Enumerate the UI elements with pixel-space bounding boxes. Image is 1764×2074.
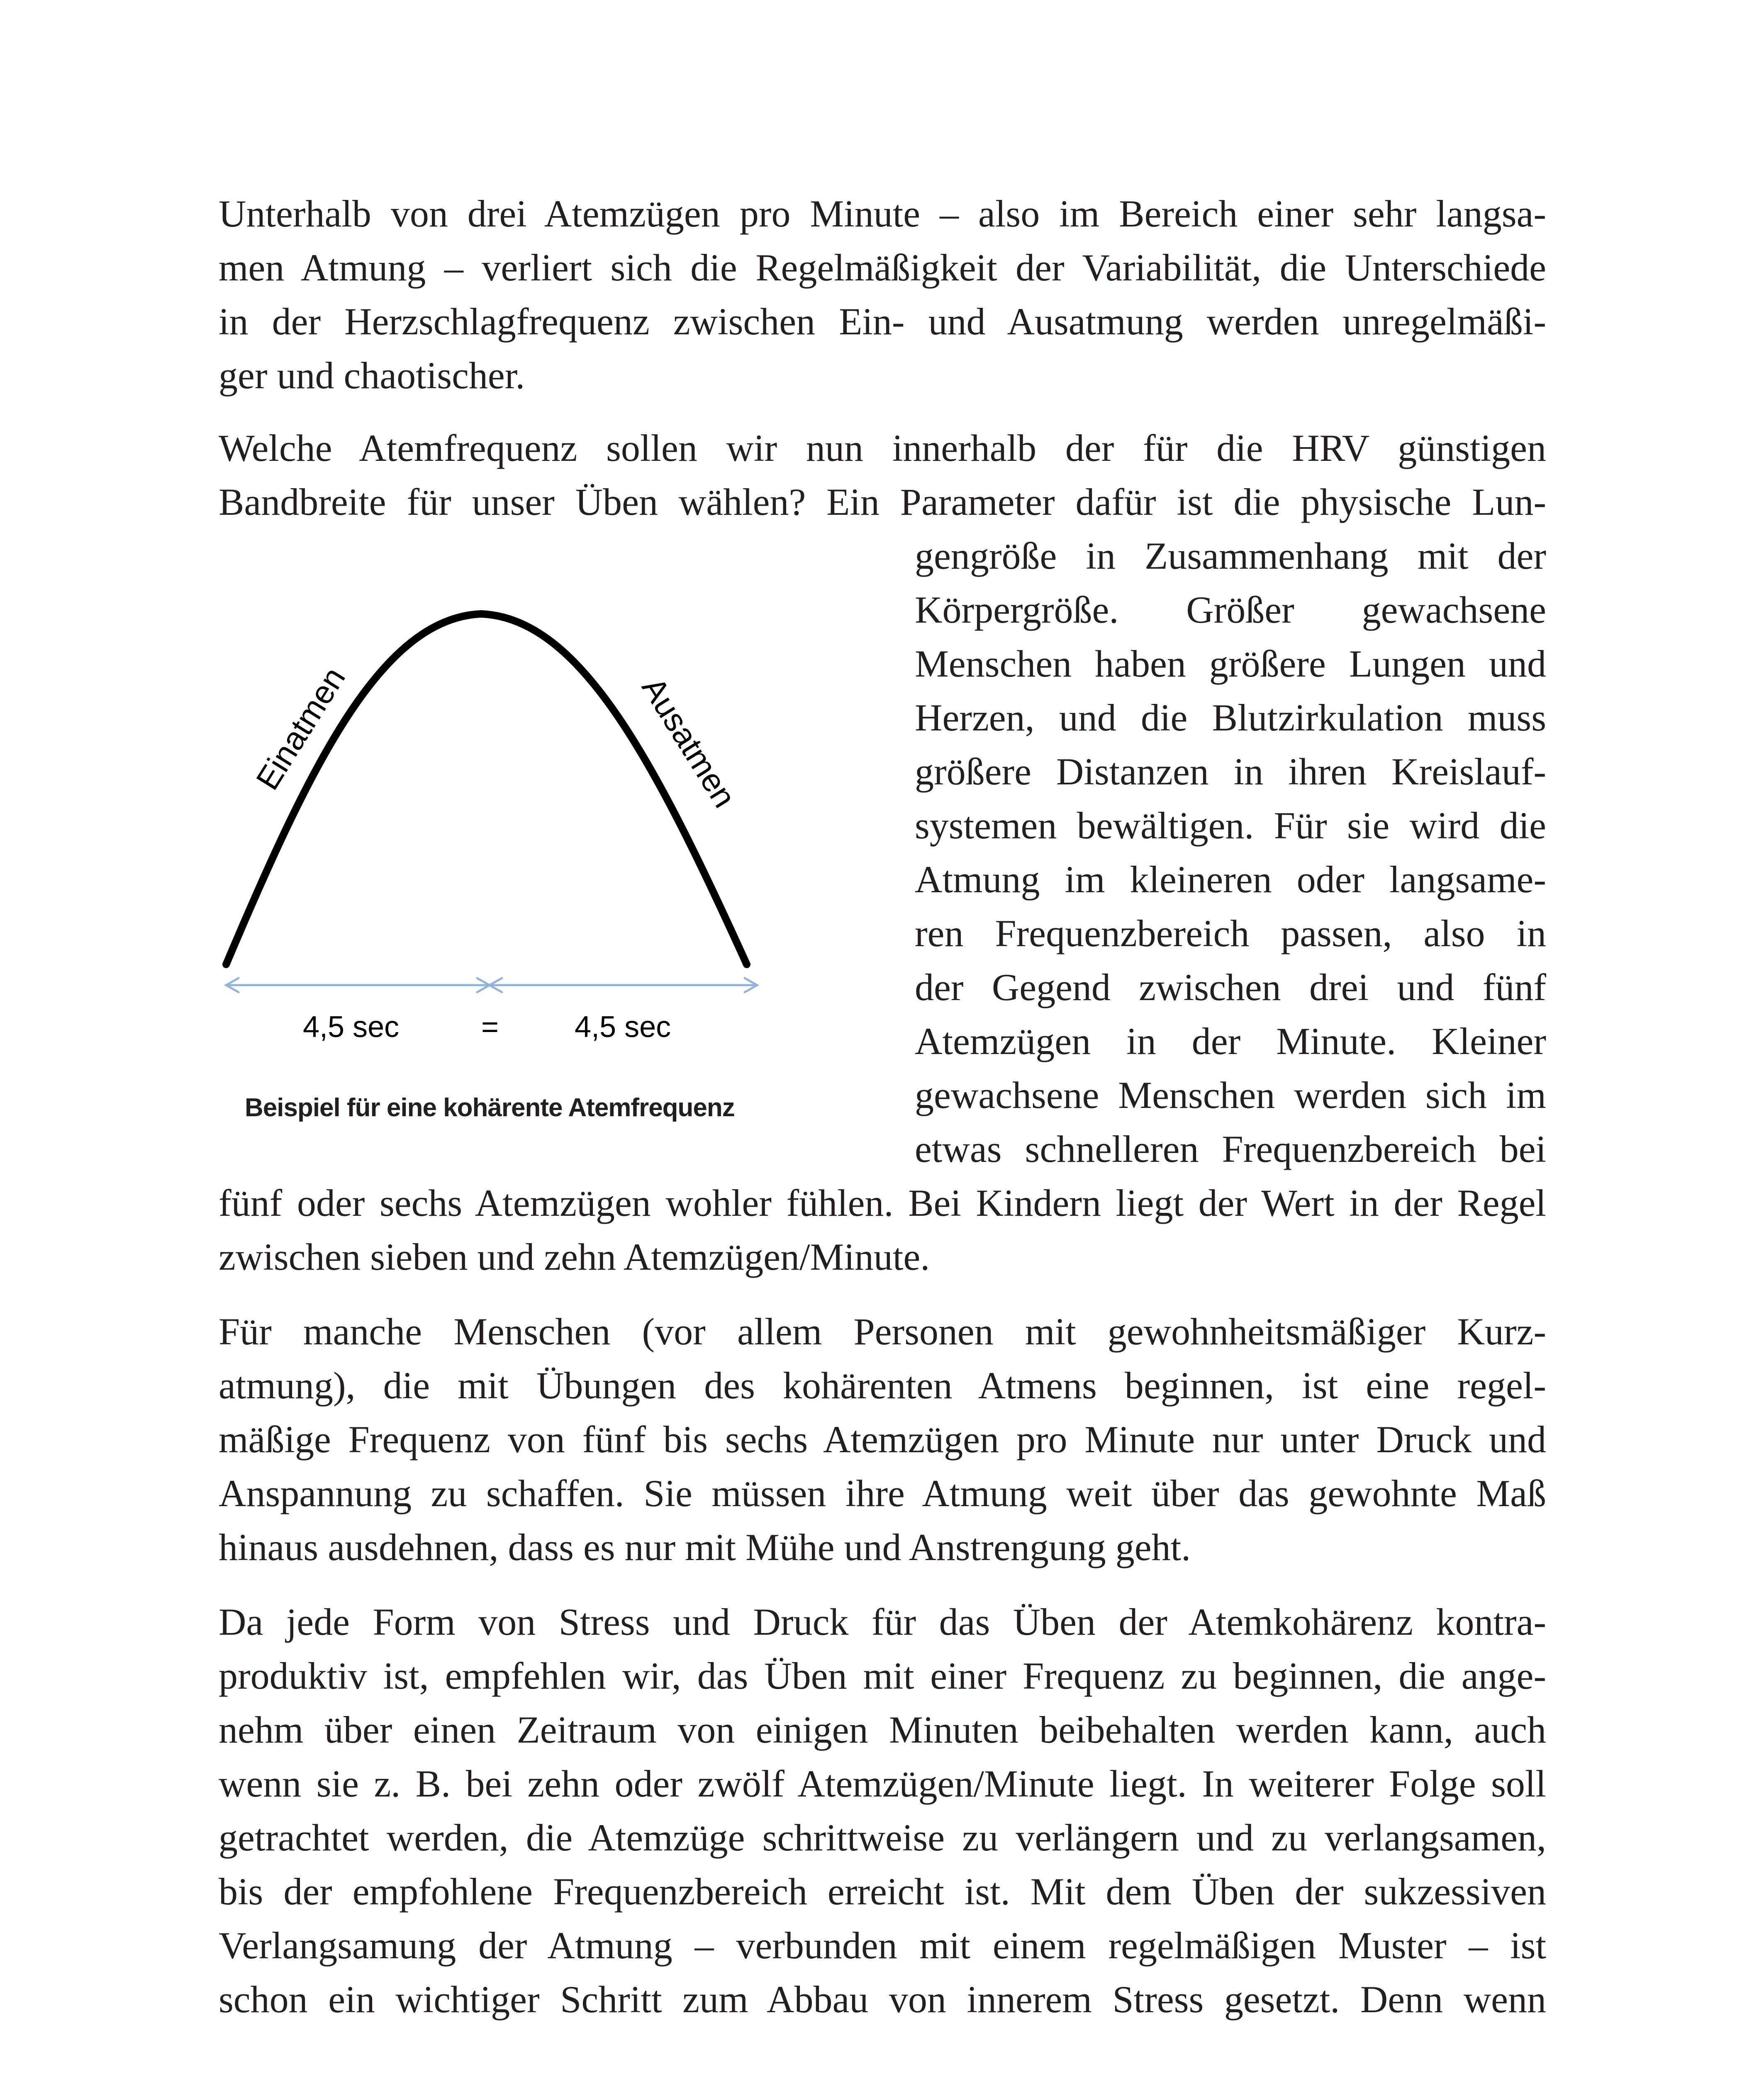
figure-caption: Beispiel für eine kohärente Atemfrequenz: [245, 1093, 735, 1122]
exhale-label: Ausatmen: [635, 671, 743, 814]
text-line: Unterhalb von drei Atemzügen pro Minute – also im Bereich einer sehr langsa-: [219, 192, 1546, 235]
text-line: atmung), die mit Übungen des kohärenten Atmens beginnen, ist eine regel-: [219, 1364, 1546, 1407]
text-line: ren Frequenzbereich passen, also in: [915, 912, 1546, 954]
text-line: wenn sie z. B. bei zehn oder zwölf Atemzügen/Minute liegt. In weiterer Folge soll: [219, 1762, 1546, 1805]
text-line: der Gegend zwischen drei und fünf: [915, 966, 1546, 1008]
text-line: Verlangsamung der Atmung – verbunden mit einem regelmäßigen Muster – ist: [219, 1924, 1546, 1967]
text-line: produktiv ist, empfehlen wir, das Üben mit einer Frequenz zu beginnen, die ange-: [219, 1655, 1546, 1697]
text-line: mäßige Frequenz von fünf bis sechs Atemzügen pro Minute nur unter Druck und: [219, 1418, 1546, 1461]
text-line: hinaus ausdehnen, dass es nur mit Mühe und Anstrengung geht.: [219, 1526, 1191, 1568]
text-line: zwischen sieben und zehn Atemzügen/Minute.: [219, 1236, 930, 1278]
duration-arrows: [226, 978, 757, 992]
text-line: Atmung im kleineren oder langsame-: [915, 858, 1546, 901]
text-line: gewachsene Menschen werden sich im: [915, 1074, 1546, 1116]
text-line: men Atmung – verliert sich die Regelmäßigkeit der Variabilität, die Unterschiede: [219, 246, 1546, 289]
text-line: Da jede Form von Stress und Druck für das Üben der Atemkohärenz kontra-: [219, 1601, 1546, 1643]
text-line: fünf oder sechs Atemzügen wohler fühlen. Bei Kindern liegt der Wert in der Regel: [219, 1182, 1546, 1224]
text-line: Welche Atemfrequenz sollen wir nun innerhalb der für die HRV günstigen: [219, 427, 1546, 469]
text-line: nehm über einen Zeitraum von einigen Minuten beibehalten werden kann, auch: [219, 1709, 1546, 1751]
text-line: getrachtet werden, die Atemzüge schrittweise zu verlängern und zu verlangsamen,: [219, 1816, 1546, 1859]
text-line: gengröße in Zusammenhang mit der: [915, 535, 1546, 577]
text-line: Für manche Menschen (vor allem Personen mit gewohnheitsmäßiger Kurz-: [219, 1310, 1546, 1353]
breath-curve: [226, 614, 747, 964]
breathing-diagram: [207, 577, 797, 1137]
inhale-label: Einatmen: [249, 660, 353, 796]
equals-sign: =: [481, 1010, 499, 1044]
text-line: systemen bewältigen. Für sie wird die: [915, 804, 1546, 847]
text-line: Anspannung zu schaffen. Sie müssen ihre Atmung weit über das gewohnte Maß: [219, 1472, 1546, 1514]
text-line: Atemzügen in der Minute. Kleiner: [915, 1020, 1546, 1062]
text-line: Körpergröße. Größer gewachsene: [915, 589, 1546, 631]
text-line: in der Herzschlagfrequenz zwischen Ein- und Ausatmung werden unregelmäßi-: [219, 300, 1546, 343]
text-line: ger und chaotischer.: [219, 354, 525, 397]
duration-right-label: 4,5 sec: [575, 1010, 671, 1044]
text-line: bis der empfohlene Frequenzbereich erreicht ist. Mit dem Üben der sukzessiven: [219, 1870, 1546, 1913]
text-line: etwas schnelleren Frequenzbereich bei: [915, 1128, 1546, 1170]
text-line: schon ein wichtiger Schritt zum Abbau von innerem Stress gesetzt. Denn wenn: [219, 1978, 1546, 2020]
duration-left-label: 4,5 sec: [303, 1010, 400, 1044]
text-line: größere Distanzen in ihren Kreislauf-: [915, 750, 1546, 793]
breathing-figure: [207, 577, 797, 1137]
text-line: Bandbreite für unser Üben wählen? Ein Parameter dafür ist die physische Lun-: [219, 481, 1546, 523]
text-line: Menschen haben größere Lungen und: [915, 643, 1546, 685]
text-line: Herzen, und die Blutzirkulation muss: [915, 696, 1546, 739]
